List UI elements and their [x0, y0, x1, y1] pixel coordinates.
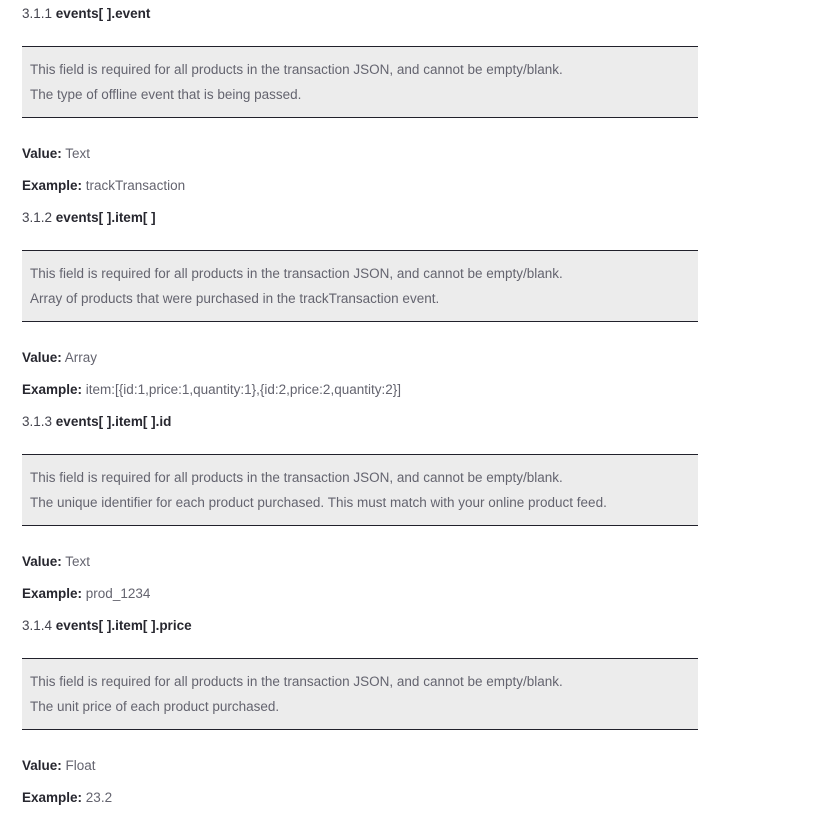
example-text: trackTransaction — [85, 178, 186, 193]
note-line: This field is required for all products in the transaction JSON, and cannot be empty/blank. — [30, 266, 563, 281]
field-section — [22, 210, 820, 398]
example-label: Example: — [22, 790, 83, 805]
field-name: events[ ].item[ ] — [55, 210, 156, 225]
value-label: Value: — [22, 554, 62, 569]
section-number: 3.1.2 — [22, 210, 53, 225]
value-row — [22, 146, 820, 162]
value-label: Value: — [22, 350, 62, 365]
example-row — [22, 790, 820, 806]
example-label: Example: — [22, 178, 83, 193]
note-line: This field is required for all products in the transaction JSON, and cannot be empty/blank. — [30, 470, 563, 485]
section-heading — [22, 6, 820, 22]
value-label: Value: — [22, 146, 62, 161]
example-row — [22, 382, 820, 398]
field-name: events[ ].event — [55, 6, 151, 21]
example-text: item:[{id:1,price:1,quantity:1},{id:2,price:2,quantity:2}] — [85, 382, 401, 397]
field-name: events[ ].item[ ].price — [55, 618, 192, 633]
field-section — [22, 414, 820, 602]
note-line: The unique identifier for each product purchased. This must match with your online product feed. — [30, 495, 607, 510]
value-text: Array — [64, 350, 98, 365]
note-line: This field is required for all products in the transaction JSON, and cannot be empty/blank. — [30, 62, 563, 77]
section-number: 3.1.1 — [22, 6, 53, 21]
requirement-note-box — [22, 250, 698, 322]
value-label: Value: — [22, 758, 62, 773]
value-text: Text — [65, 554, 91, 569]
note-line: The unit price of each product purchased. — [30, 699, 280, 714]
field-section — [22, 618, 820, 806]
requirement-note-box — [22, 454, 698, 526]
value-row — [22, 350, 820, 366]
example-row — [22, 178, 820, 194]
requirement-note-box — [22, 658, 698, 730]
field-name: events[ ].item[ ].id — [55, 414, 172, 429]
example-label: Example: — [22, 382, 83, 397]
section-heading — [22, 210, 820, 226]
field-section — [22, 6, 820, 194]
section-heading — [22, 618, 820, 634]
value-text: Float — [65, 758, 96, 773]
value-row — [22, 758, 820, 774]
value-row — [22, 554, 820, 570]
section-number: 3.1.3 — [22, 414, 53, 429]
example-label: Example: — [22, 586, 83, 601]
section-number: 3.1.4 — [22, 618, 53, 633]
requirement-note-box — [22, 46, 698, 118]
section-heading — [22, 414, 820, 430]
note-line: This field is required for all products in the transaction JSON, and cannot be empty/blank. — [30, 674, 563, 689]
example-text: 23.2 — [85, 790, 113, 805]
example-row — [22, 586, 820, 602]
example-text: prod_1234 — [85, 586, 151, 601]
value-text: Text — [65, 146, 91, 161]
note-line: The type of offline event that is being passed. — [30, 87, 302, 102]
note-line: Array of products that were purchased in the trackTransaction event. — [30, 291, 440, 306]
